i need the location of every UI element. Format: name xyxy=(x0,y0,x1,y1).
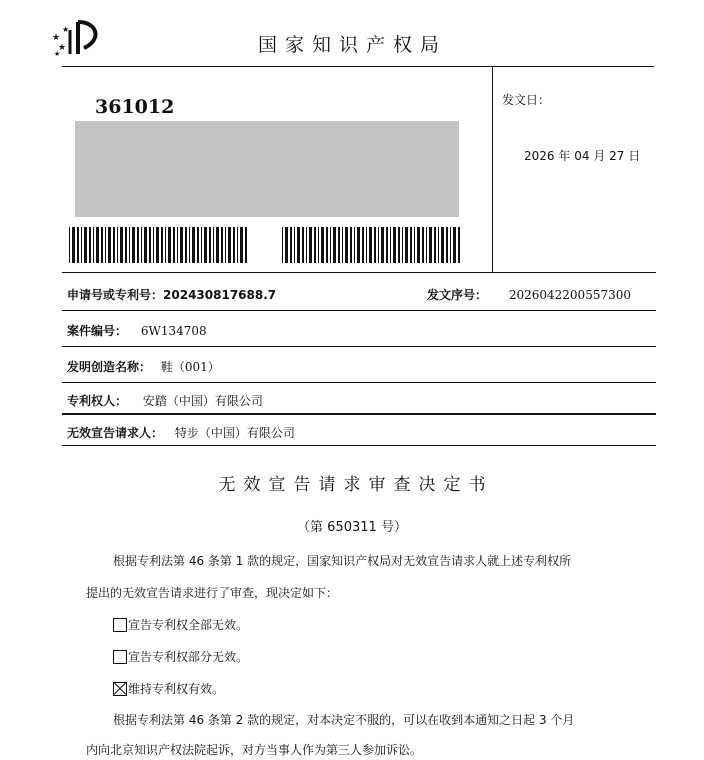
barcode-bar xyxy=(185,227,187,263)
barcode-bar xyxy=(225,227,226,263)
barcode-bar xyxy=(450,227,451,263)
header-rule xyxy=(62,66,654,67)
barcode-bar xyxy=(321,227,324,263)
barcode-bar xyxy=(285,227,288,263)
barcode-bar xyxy=(297,227,300,263)
barcode-bar xyxy=(72,227,75,263)
paragraph1-line2: 提出的无效宣告请求进行了审查，现决定如下： xyxy=(86,586,339,600)
row-rule xyxy=(62,382,656,383)
barcode-bar xyxy=(81,227,82,263)
svg-text:★: ★ xyxy=(58,43,67,53)
barcode-bar xyxy=(189,227,190,263)
barcode-bar xyxy=(161,227,163,263)
paragraph1-line1: 根据专利法第 46 条第 1 款的规定，国家知识产权局对无效宣告请求人就上述专利权所 xyxy=(113,554,572,568)
barcode-bar xyxy=(330,227,331,263)
barcode-bar xyxy=(326,227,328,263)
barcode-bar xyxy=(434,227,436,263)
barcode-bar xyxy=(245,227,247,263)
barcode-bar xyxy=(357,227,360,263)
row-rule xyxy=(62,445,656,446)
barcode-bar xyxy=(240,227,243,263)
barcode-bar xyxy=(96,227,99,263)
barcode-bar xyxy=(402,227,403,263)
redacted-address-block xyxy=(75,121,459,217)
row-rule xyxy=(62,272,656,273)
requester-field: 无效宣告请求人： 特步（中国）有限公司 xyxy=(67,426,295,440)
dispatch-date-value: 2026 年 04 月 27 日 xyxy=(524,149,641,163)
barcode-bar xyxy=(101,227,103,263)
barcode-bar xyxy=(429,227,432,263)
barcode-bar xyxy=(306,227,307,263)
barcode-bar xyxy=(314,227,316,263)
barcode-bar xyxy=(120,227,123,263)
barcode-bar xyxy=(422,227,424,263)
barcode-bar xyxy=(381,227,384,263)
barcode-bar xyxy=(77,227,79,263)
svg-text:★: ★ xyxy=(54,50,61,58)
barcode-bar xyxy=(350,227,352,263)
barcode-bar xyxy=(89,227,91,263)
barcode-bar xyxy=(233,227,235,263)
barcode-bar xyxy=(446,227,448,263)
barcode-bar xyxy=(378,227,379,263)
barcode-bar xyxy=(302,227,304,263)
barcode-bar xyxy=(366,227,367,263)
option-invalidate-all: 宣告专利权全部无效。 xyxy=(113,616,248,633)
barcode-left xyxy=(69,227,249,263)
barcode-bar xyxy=(168,227,171,263)
row-rule xyxy=(62,310,656,311)
barcode-bar xyxy=(458,227,460,263)
barcode-bar xyxy=(144,227,147,263)
row-rule xyxy=(62,413,656,415)
barcode-bar xyxy=(282,227,283,263)
svg-text:★: ★ xyxy=(62,25,70,34)
barcode-bar xyxy=(362,227,364,263)
barcode-bar xyxy=(117,227,118,263)
barcode-bar xyxy=(414,227,415,263)
case-number-field: 案件编号： 6W134708 xyxy=(67,324,207,338)
barcode-bar xyxy=(426,227,427,263)
barcode-bar xyxy=(177,227,178,263)
barcode-bar xyxy=(69,227,70,263)
barcode-bar xyxy=(165,227,166,263)
column-divider xyxy=(492,67,493,272)
checkbox-icon xyxy=(113,618,127,632)
paragraph2-line1: 根据专利法第 46 条第 2 款的规定，对本决定不服的，可以在收到本通知之日起 3 个月 xyxy=(113,713,575,727)
cnipa-logo-icon xyxy=(50,18,104,58)
barcode-bar xyxy=(354,227,355,263)
barcode-bar xyxy=(228,227,231,263)
barcode-bar xyxy=(213,227,214,263)
barcode-bar xyxy=(410,227,412,263)
application-number-field: 申请号或专利号：202430817688.7 xyxy=(67,288,277,302)
barcode-bar xyxy=(294,227,295,263)
serial-number-field: 发文序号： 2026042200557300 xyxy=(427,288,631,302)
checked-box-icon xyxy=(113,682,127,696)
barcode-bar xyxy=(153,227,154,263)
barcode-bar xyxy=(374,227,376,263)
barcode-bar xyxy=(125,227,127,263)
patentee-field: 专利权人： 安踏（中国）有限公司 xyxy=(67,394,263,408)
barcode-bar xyxy=(405,227,408,263)
barcode-bar xyxy=(309,227,312,263)
decision-title: 无效宣告请求审查决定书 xyxy=(218,475,494,495)
svg-text:★: ★ xyxy=(52,33,61,43)
barcode-bar xyxy=(93,227,94,263)
barcode-bar xyxy=(192,227,195,263)
barcode-bar xyxy=(108,227,111,263)
barcode-bar xyxy=(237,227,238,263)
barcode-bar xyxy=(129,227,130,263)
barcode-bar xyxy=(398,227,400,263)
barcode-number: 361012 xyxy=(95,96,175,118)
paragraph2-line2: 内向北京知识产权法院起诉，对方当事人作为第三人参加诉讼。 xyxy=(86,743,423,757)
barcode-bar xyxy=(318,227,319,263)
dispatch-date-label: 发文日： xyxy=(502,93,551,107)
barcode-bar xyxy=(417,227,420,263)
barcode-bar xyxy=(390,227,391,263)
row-rule xyxy=(62,346,656,347)
barcode-bar xyxy=(342,227,343,263)
barcode-bar xyxy=(453,227,456,263)
barcode-bar xyxy=(338,227,340,263)
barcode-bar xyxy=(149,227,151,263)
barcode-bar xyxy=(221,227,223,263)
barcode-bar xyxy=(137,227,139,263)
barcode-bar xyxy=(209,227,211,263)
barcode-bar xyxy=(156,227,159,263)
barcode-bar xyxy=(345,227,348,263)
option-invalidate-part: 宣告专利权部分无效。 xyxy=(113,648,248,665)
barcode-bar xyxy=(180,227,183,263)
barcode-bar xyxy=(393,227,396,263)
barcode-bar xyxy=(369,227,372,263)
barcode-bar xyxy=(204,227,207,263)
barcode-bar xyxy=(333,227,336,263)
barcode-bar xyxy=(132,227,135,263)
barcode-right xyxy=(282,227,462,263)
barcode-bar xyxy=(441,227,444,263)
barcode-bar xyxy=(216,227,219,263)
barcode-bar xyxy=(386,227,388,263)
option-maintain-valid: 维持专利权有效。 xyxy=(113,680,224,697)
barcode-bar xyxy=(290,227,292,263)
barcode-bar xyxy=(438,227,439,263)
barcode-bar xyxy=(84,227,87,263)
decision-number: （第 650311 号） xyxy=(297,520,407,535)
barcode-bar xyxy=(113,227,115,263)
checkbox-icon xyxy=(113,650,127,664)
barcode-bar xyxy=(197,227,199,263)
barcode-bar xyxy=(201,227,202,263)
agency-title: 国家知识产权局 xyxy=(258,34,448,56)
barcode-bar xyxy=(173,227,175,263)
invention-name-field: 发明创造名称： 鞋（001） xyxy=(67,360,220,374)
barcode-bar xyxy=(141,227,142,263)
barcode-bar xyxy=(105,227,106,263)
